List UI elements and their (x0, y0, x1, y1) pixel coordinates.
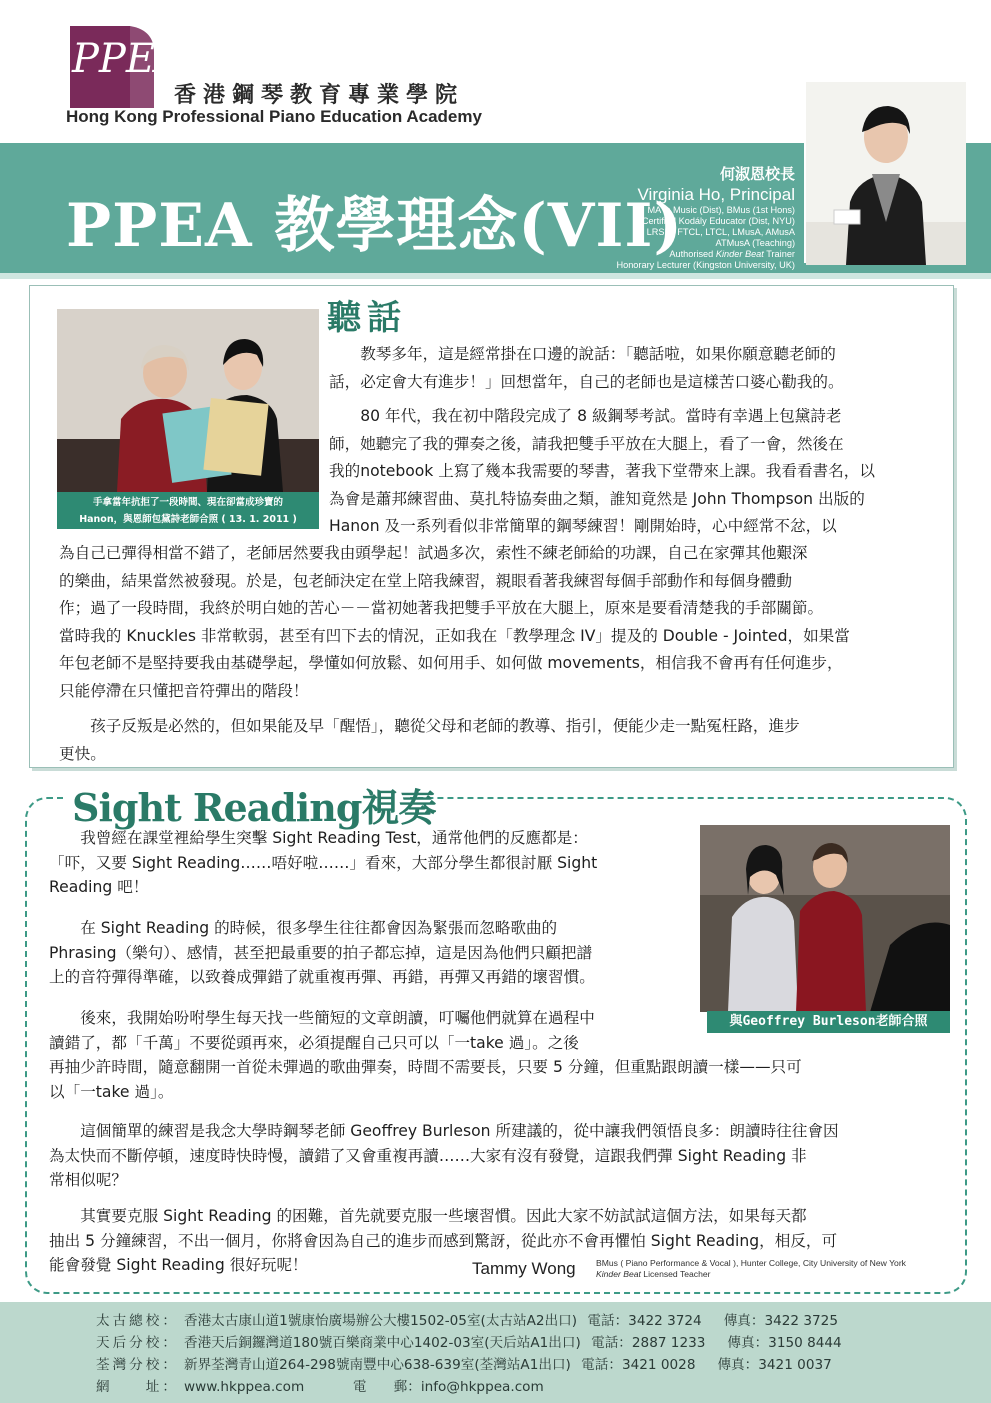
principal-qual: Certified Kodály Educator (Dist, NYU) (641, 216, 795, 226)
footer-campus-row: 太古總校： 香港太古康山道1號康怡廣場辦公大樓1502-05室(太古站A2出口) 電話：3422 3724 傳真：3422 3725 (96, 1313, 838, 1329)
principal-photo (804, 80, 964, 263)
footer-campus-row: 天后分校： 香港天后銅鑼灣道180號百樂商業中心1402-03室(天后站A1出口) 電話：2887 1233 傳真：3150 8444 (96, 1335, 842, 1351)
campus-fax: 傳真：3422 3725 (723, 1313, 838, 1329)
logo-text: PPEA (72, 36, 184, 82)
paragraph-3: 孩子反叛是必然的，但如果能及早「醒悟」，聽從父母和老師的教導、指引，便能少走一點冤枉路，進步 更快。 (59, 717, 800, 763)
academy-name-cn: 香港鋼琴教育專業學院 (174, 83, 465, 108)
sr-paragraph-4: 這個簡單的練習是我念大學時鋼琴老師 Geoffrey Burleson 所建議的，從中讓我們領悟良多：朗讀時往往會因 為太快而不斷停頓，速度時快時慢，讀錯了又會重複再讀……大家有沒有發覺，這跟我們彈 Sight Reading 非 常相似呢？ (49, 1122, 839, 1190)
campus-tel: 電話：3422 3724 (587, 1313, 702, 1329)
teacher-photo-2 (700, 825, 950, 1012)
sr-paragraph-5: 其實要克服 Sight Reading 的困難，首先就要克服一些壞習慣。因此大家不妨試試這個方法，如果每天都 抽出 5 分鐘練習，不出一個月，你將會因為自己的進步而感到驚訝，從此亦不會再懼怕 Sight Reading，相反，可 能會發覺 Sight Reading 很好玩呢！ (49, 1207, 838, 1275)
section-title-sight-reading: Sight Reading視奏 (72, 785, 436, 830)
email-link[interactable]: info@hkppea.com (420, 1379, 544, 1395)
principal-name-en: Virginia Ho, Principal (637, 185, 795, 204)
sr-paragraph-2: 在 Sight Reading 的時候，很多學生往往都會因為緊張而忽略歌曲的 Phrasing（樂句）、感情，甚至把最重要的拍子都忘掉，這是因為他們只顧把譜 上的音符彈得準確，以致養成彈錯了就重複再彈、再錯，再彈又再錯的壞習慣。 (49, 919, 595, 987)
teacher-photo-1 (57, 309, 319, 492)
author-qualifications: BMus ( Piano Performance & Vocal ), Hunter College, City University of New York Kinder Beat Licensed Teacher (596, 1258, 906, 1279)
academy-name-en: Hong Kong Professional Piano Education Academy (66, 107, 482, 126)
photo-caption-2: 與Geoffrey Burleson老師合照 (707, 1011, 950, 1033)
campus-fax: 傳真：3150 8444 (727, 1335, 842, 1351)
principal-name-cn: 何淑恩校長 (719, 165, 795, 183)
principal-qual: Honorary Lecturer (Kingston University, UK) (616, 260, 795, 270)
sr-paragraph-3: 後來，我開始吩咐學生每天找一些簡短的文章朗讀，叮囑他們就算在過程中 讀錯了，都「千萬」不要從頭再來，必須提醒自己只可以「一take 過」。之後 再抽少許時間，隨意翻開一首從未彈過的歌曲彈奏，時間不需要長，只要 5 分鐘，但重點跟朗讀一樣——只可 以「一take 過」。 (49, 1009, 802, 1101)
sr-paragraph-1: 我曾經在課堂裡給學生突擊 Sight Reading Test，通常他們的反應都是： 「吓，又要 Sight Reading……唔好啦……」看來，大部分學生都很討厭 Sight Reading 吧！ (49, 829, 598, 897)
campus-address: 香港天后銅鑼灣道180號百樂商業中心1402-03室(天后站A1出口) (184, 1335, 581, 1351)
campus-tel: 電話：3421 0028 (581, 1357, 696, 1373)
principal-qual: ATMusA (Teaching) (715, 238, 795, 248)
paragraph-2: 80 年代，我在初中階段完成了 8 級鋼琴考試。當時有幸遇上包黛詩老 師，她聽完了我的彈奏之後，請我把雙手平放在大腿上，看了一會，然後在 我的notebook 上寫了幾本我需要的琴書，著我下堂帶來上課。我看看書名，以 為會是蕭邦練習曲、莫扎特協奏曲之類，誰知竟然是 John Thompson 出版的 Hanon 及一系列看似非常簡單的鋼琴練習！剛開始時，心中經常不忿，以 (329, 407, 875, 536)
campus-tel: 電話：2887 1233 (591, 1335, 706, 1351)
campus-address: 新界荃灣青山道264-298號南豐中心638-639室(荃灣站A1出口) (184, 1357, 571, 1373)
principal-qual: Authorised Kinder Beat Trainer (669, 249, 795, 259)
banner-stripe (0, 273, 991, 279)
principal-qual: LRSM, FTCL, LTCL, LMusA, AMusA (646, 227, 795, 237)
campus-address: 香港太古康山道1號康怡廣場辦公大樓1502-05室(太古站A2出口) (184, 1313, 578, 1329)
ppea-logo (66, 22, 184, 112)
footer-campus-row: 荃灣分校： 新界荃灣青山道264-298號南豐中心638-639室(荃灣站A1出口) 電話：3421 0028 傳真：3421 0037 (96, 1357, 832, 1373)
website-link[interactable]: www.hkppea.com (184, 1379, 305, 1395)
page-title: PPEA 教學理念(VII) (66, 191, 683, 261)
principal-info (616, 163, 795, 271)
principal-qual: MA in Music (Dist), BMus (1st Hons) (647, 205, 795, 215)
campus-fax: 傳真：3421 0037 (717, 1357, 832, 1373)
photo-caption-1: 手拿當年抗拒了一段時間、現在卻當成珍寶的 Hanon，與恩師包黛詩老師合照 ( 13. 1. 2011 ) (57, 492, 319, 529)
paragraph-1: 教琴多年，這是經常掛在口邊的說話：「聽話啦，如果你願意聽老師的 話，必定會大有進步！」回想當年，自己的老師也是這樣苦口婆心勸我的。 (329, 345, 844, 391)
author-name: Tammy Wong (472, 1259, 576, 1278)
section-title-listen: 聽話 (327, 298, 407, 338)
paragraph-2-cont: 為自己已彈得相當不錯了，老師居然要我由頭學起！試過多次，索性不練老師給的功課，自己在家彈其他艱深 的樂曲，結果當然被發現。於是，包老師決定在堂上陪我練習，親眼看著我練習每個手部動作和每個身體動 作；過了一段時間，我終於明白她的苦心－－當初她著我把雙手平放在大腿上，原來是要看清楚我的手部關節。 當時我的 Knuckles 非常軟弱，甚至有凹下去的情況，正如我在「教學理念 IV」提及的 Double - Jointed，如果當 年包老師不是堅持要我由基礎學起，學懂如何放鬆、如何用手、如何做 movements，相信我不會再有任何進步， 只能停滯在只懂把音符彈出的階段！ (59, 544, 850, 700)
footer-web-row: 網 址： www.hkppea.com 電 郵：info@hkppea.com (96, 1379, 544, 1395)
